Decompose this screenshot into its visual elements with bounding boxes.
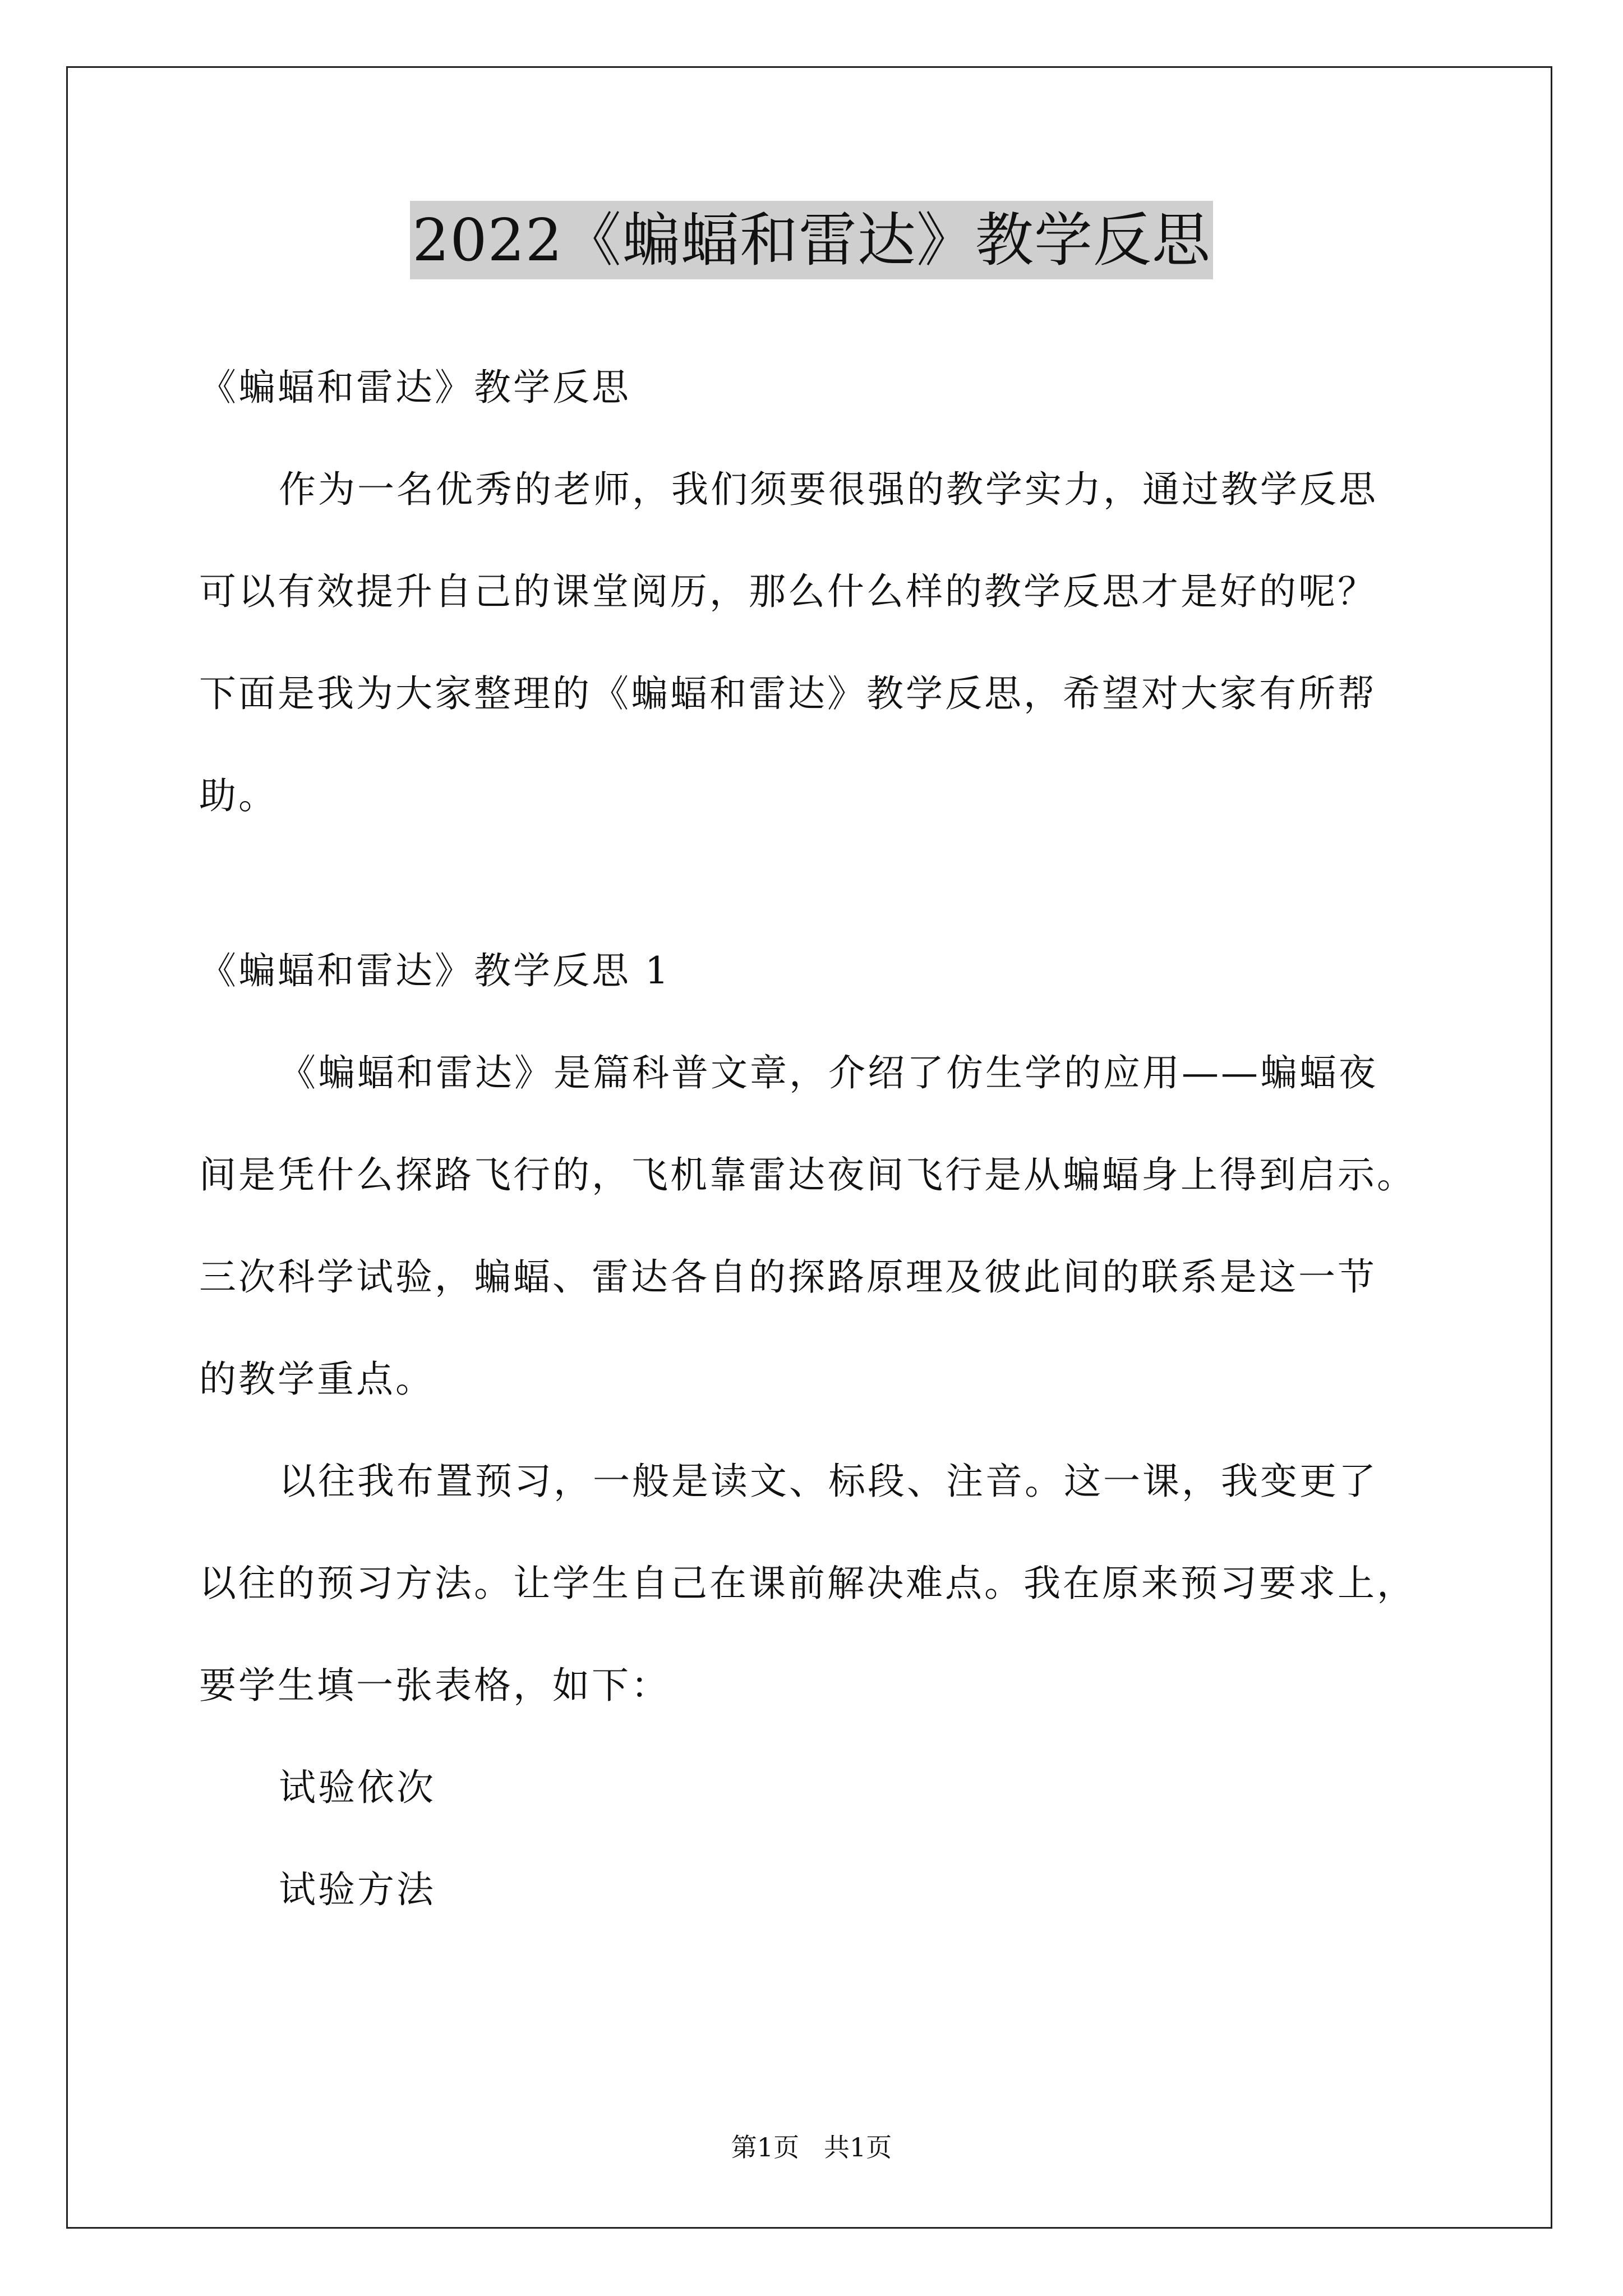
document-title: 2022《蝙蝠和雷达》教学反思 <box>410 201 1213 279</box>
title-wrap <box>0 201 1623 279</box>
intro-line: 可以有效提升自己的课堂阅历，那么什么样的教学反思才是好的呢？ <box>199 570 1377 613</box>
paragraph-line: 《蝙蝠和雷达》是篇科普文章，介绍了仿生学的应用——蝙蝠夜 <box>279 1051 1378 1094</box>
paragraph-line: 间是凭什么探路飞行的，飞机靠雷达夜间飞行是从蝙蝠身上得到启示。 <box>199 1153 1416 1197</box>
document-subtitle: 《蝙蝠和雷达》教学反思 <box>199 366 631 409</box>
document-body <box>199 337 1472 1941</box>
table-item-order: 试验依次 <box>279 1766 436 1809</box>
intro-line: 作为一名优秀的老师，我们须要很强的教学实力，通过教学反思 <box>279 468 1378 511</box>
paragraph-line: 三次科学试验，蝙蝠、雷达各自的探路原理及彼此间的联系是这一节 <box>199 1255 1377 1299</box>
section-heading: 《蝙蝠和雷达》教学反思 1 <box>199 949 671 992</box>
intro-line: 下面是我为大家整理的《蝙蝠和雷达》教学反思，希望对大家有所帮 <box>199 672 1377 715</box>
paragraph-line: 以往我布置预习，一般是读文、标段、注音。这一课，我变更了 <box>279 1460 1378 1503</box>
table-item-method: 试验方法 <box>279 1868 436 1911</box>
paragraph-line: 要学生填一张表格，如下： <box>199 1664 670 1707</box>
intro-line: 助。 <box>199 774 278 817</box>
paragraph-line: 的教学重点。 <box>199 1358 435 1401</box>
page-footer: 第1页 共1页 <box>731 2132 892 2162</box>
paragraph-line: 以往的预习方法。让学生自己在课前解决难点。我在原来预习要求上， <box>199 1562 1416 1605</box>
